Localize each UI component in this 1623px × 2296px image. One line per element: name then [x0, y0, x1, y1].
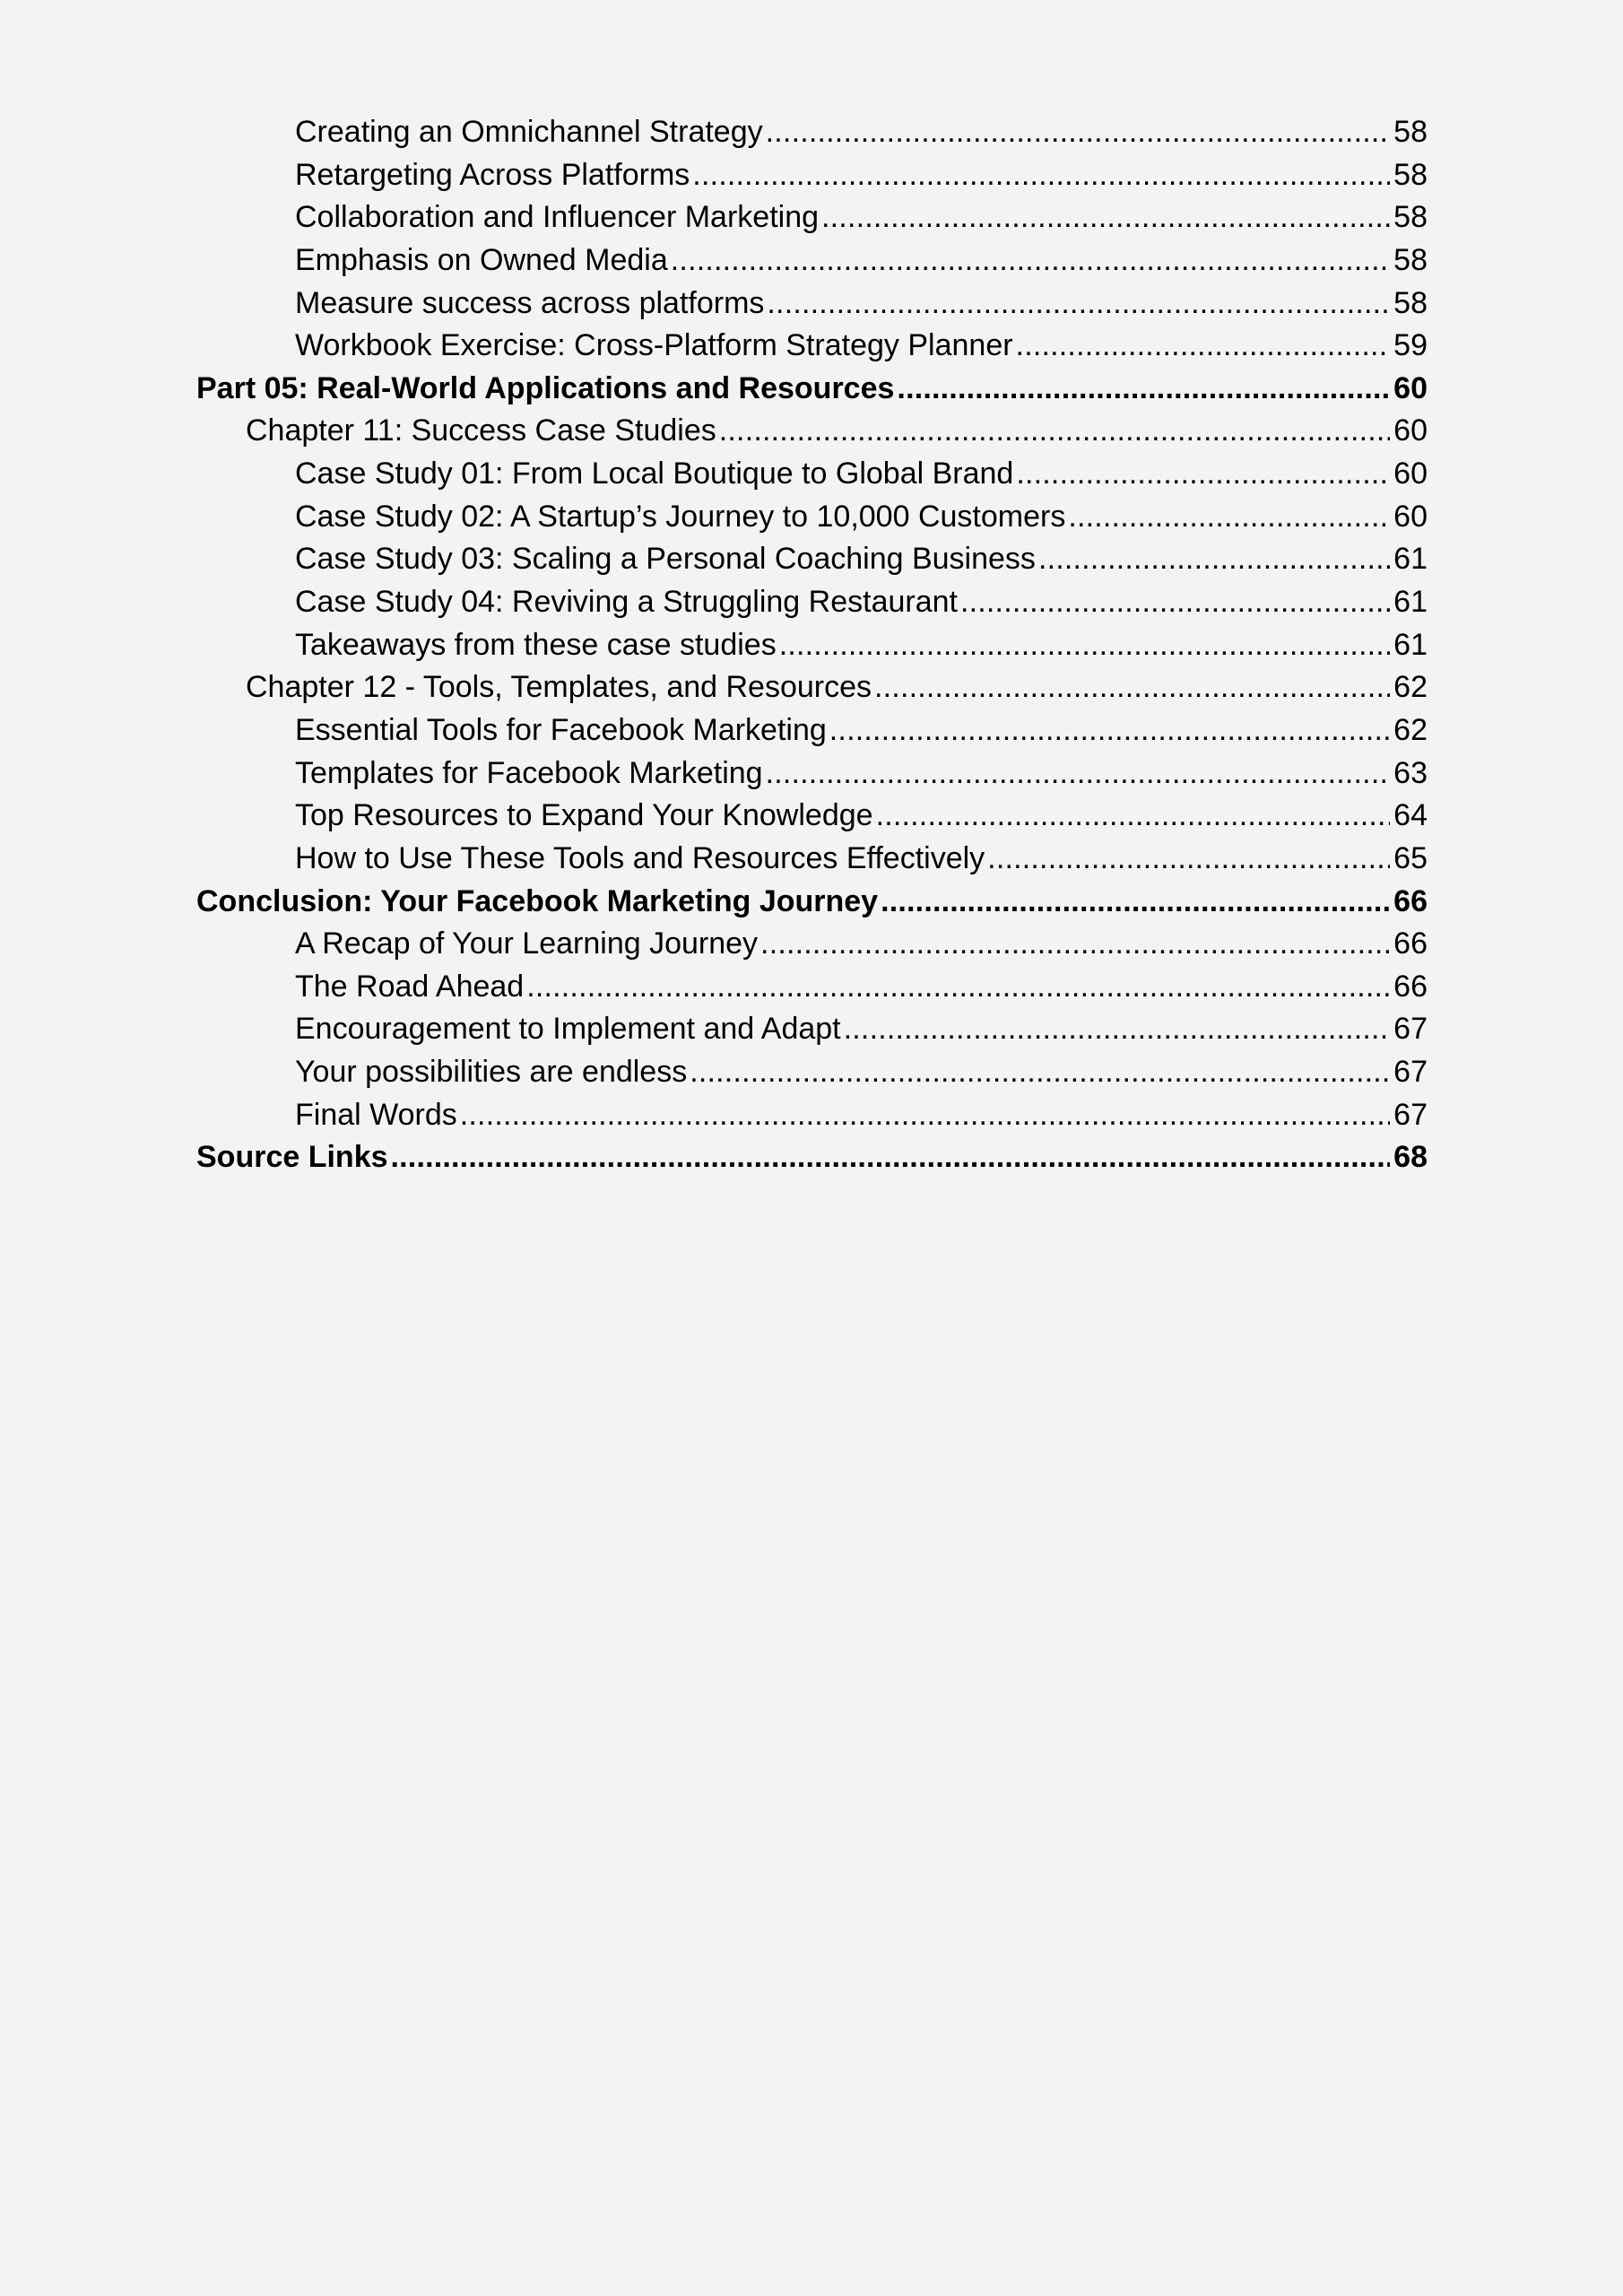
dot-leader — [692, 154, 1390, 197]
toc-entry-page-number: 61 — [1393, 542, 1428, 577]
toc-entry[interactable] — [196, 666, 1428, 709]
toc-entry-page-number: 64 — [1393, 798, 1428, 833]
toc-entry-title: Your possibilities are endless — [295, 1055, 688, 1090]
toc-entry-page-number: 58 — [1393, 285, 1428, 320]
toc-entry-title: Workbook Exercise: Cross-Platform Strategy Planner — [295, 328, 1013, 363]
toc-entry-title: How to Use These Tools and Resources Effectively — [295, 840, 985, 875]
table-of-contents — [196, 111, 1428, 1179]
dot-leader — [897, 368, 1390, 411]
dot-leader — [1016, 453, 1390, 496]
toc-entry-page-number: 58 — [1393, 200, 1428, 235]
toc-entry-page-number: 60 — [1393, 499, 1428, 534]
toc-entry-title: Case Study 02: A Startup’s Journey to 10,000 Customers — [295, 499, 1066, 534]
toc-entry-title: Takeaways from these case studies — [295, 627, 777, 662]
dot-leader — [960, 581, 1390, 624]
toc-entry-title: Source Links — [196, 1140, 388, 1175]
dot-leader — [391, 1136, 1391, 1179]
dot-leader — [874, 666, 1390, 709]
toc-entry-page-number: 66 — [1393, 883, 1428, 918]
toc-entry-page-number: 59 — [1393, 328, 1428, 363]
toc-entry[interactable] — [196, 368, 1428, 411]
dot-leader — [1068, 496, 1390, 539]
toc-entry-title: Top Resources to Expand Your Knowledge — [295, 798, 873, 833]
dot-leader — [526, 966, 1390, 1009]
dot-leader — [690, 1051, 1390, 1094]
dot-leader — [766, 111, 1391, 154]
toc-entry-page-number: 67 — [1393, 1097, 1428, 1132]
toc-entry[interactable] — [196, 966, 1428, 1009]
dot-leader — [876, 795, 1391, 838]
toc-entry[interactable] — [196, 496, 1428, 539]
toc-entry-title: Case Study 04: Reviving a Struggling Restaurant — [295, 585, 958, 620]
toc-entry[interactable] — [196, 752, 1428, 796]
toc-entry-page-number: 62 — [1393, 670, 1428, 705]
toc-entry[interactable] — [196, 410, 1428, 453]
toc-entry[interactable] — [196, 1051, 1428, 1094]
toc-entry-page-number: 66 — [1393, 969, 1428, 1004]
toc-entry[interactable] — [196, 795, 1428, 838]
toc-entry-page-number: 58 — [1393, 157, 1428, 192]
toc-entry-page-number: 60 — [1393, 413, 1428, 448]
toc-entry[interactable] — [196, 283, 1428, 326]
dot-leader — [881, 881, 1390, 924]
dot-leader — [1038, 538, 1390, 581]
toc-entry[interactable] — [196, 838, 1428, 881]
toc-entry[interactable] — [196, 538, 1428, 581]
dot-leader — [760, 923, 1390, 966]
toc-entry[interactable] — [196, 709, 1428, 752]
toc-entry[interactable] — [196, 581, 1428, 624]
toc-entry[interactable] — [196, 453, 1428, 496]
dot-leader — [767, 283, 1390, 326]
toc-entry-title: The Road Ahead — [295, 969, 525, 1004]
dot-leader — [829, 709, 1390, 752]
toc-entry[interactable] — [196, 1008, 1428, 1051]
toc-entry-title: Templates for Facebook Marketing — [295, 755, 763, 790]
toc-entry[interactable] — [196, 881, 1428, 924]
dot-leader — [821, 196, 1390, 239]
toc-entry[interactable] — [196, 923, 1428, 966]
toc-entry-title: A Recap of Your Learning Journey — [295, 926, 759, 961]
toc-entry-title: Case Study 01: From Local Boutique to Global Brand — [295, 457, 1014, 491]
toc-entry-title: Final Words — [295, 1097, 457, 1132]
toc-entry-page-number: 62 — [1393, 712, 1428, 747]
toc-entry-title: Encouragement to Implement and Adapt — [295, 1012, 841, 1047]
toc-entry[interactable] — [196, 1136, 1428, 1179]
toc-entry-title: Essential Tools for Facebook Marketing — [295, 712, 827, 747]
toc-entry[interactable] — [196, 154, 1428, 197]
toc-entry-page-number: 60 — [1393, 457, 1428, 491]
toc-entry-title: Measure success across platforms — [295, 285, 765, 320]
toc-entry[interactable] — [196, 1094, 1428, 1137]
toc-entry[interactable] — [196, 239, 1428, 283]
toc-entry[interactable] — [196, 624, 1428, 667]
toc-entry-page-number: 66 — [1393, 926, 1428, 961]
toc-entry-title: Case Study 03: Scaling a Personal Coaching Business — [295, 542, 1036, 577]
dot-leader — [987, 838, 1390, 881]
toc-entry-title: Conclusion: Your Facebook Marketing Journey — [196, 883, 879, 918]
toc-entry-title: Part 05: Real-World Applications and Resources — [196, 370, 895, 405]
toc-entry-page-number: 58 — [1393, 242, 1428, 277]
dot-leader — [671, 239, 1390, 283]
toc-entry[interactable] — [196, 196, 1428, 239]
toc-entry-title: Chapter 11: Success Case Studies — [246, 413, 716, 448]
dot-leader — [766, 752, 1391, 796]
toc-entry-page-number: 61 — [1393, 627, 1428, 662]
toc-entry-page-number: 61 — [1393, 585, 1428, 620]
toc-entry-title: Emphasis on Owned Media — [295, 242, 668, 277]
dot-leader — [719, 410, 1390, 453]
toc-entry-title: Collaboration and Influencer Marketing — [295, 200, 820, 235]
toc-entry-page-number: 67 — [1393, 1012, 1428, 1047]
toc-entry[interactable] — [196, 325, 1428, 368]
toc-entry-title: Chapter 12 - Tools, Templates, and Resources — [246, 670, 872, 705]
dot-leader — [844, 1008, 1391, 1051]
toc-entry-page-number: 58 — [1393, 115, 1428, 149]
toc-entry-page-number: 65 — [1393, 840, 1428, 875]
toc-entry-page-number: 63 — [1393, 755, 1428, 790]
toc-entry-title: Creating an Omnichannel Strategy — [295, 115, 763, 149]
dot-leader — [779, 624, 1390, 667]
toc-entry[interactable] — [196, 111, 1428, 154]
toc-entry-page-number: 60 — [1393, 370, 1428, 405]
dot-leader — [1016, 325, 1391, 368]
toc-entry-page-number: 68 — [1393, 1140, 1428, 1175]
toc-entry-title: Retargeting Across Platforms — [295, 157, 690, 192]
dot-leader — [460, 1094, 1390, 1137]
toc-entry-page-number: 67 — [1393, 1055, 1428, 1090]
